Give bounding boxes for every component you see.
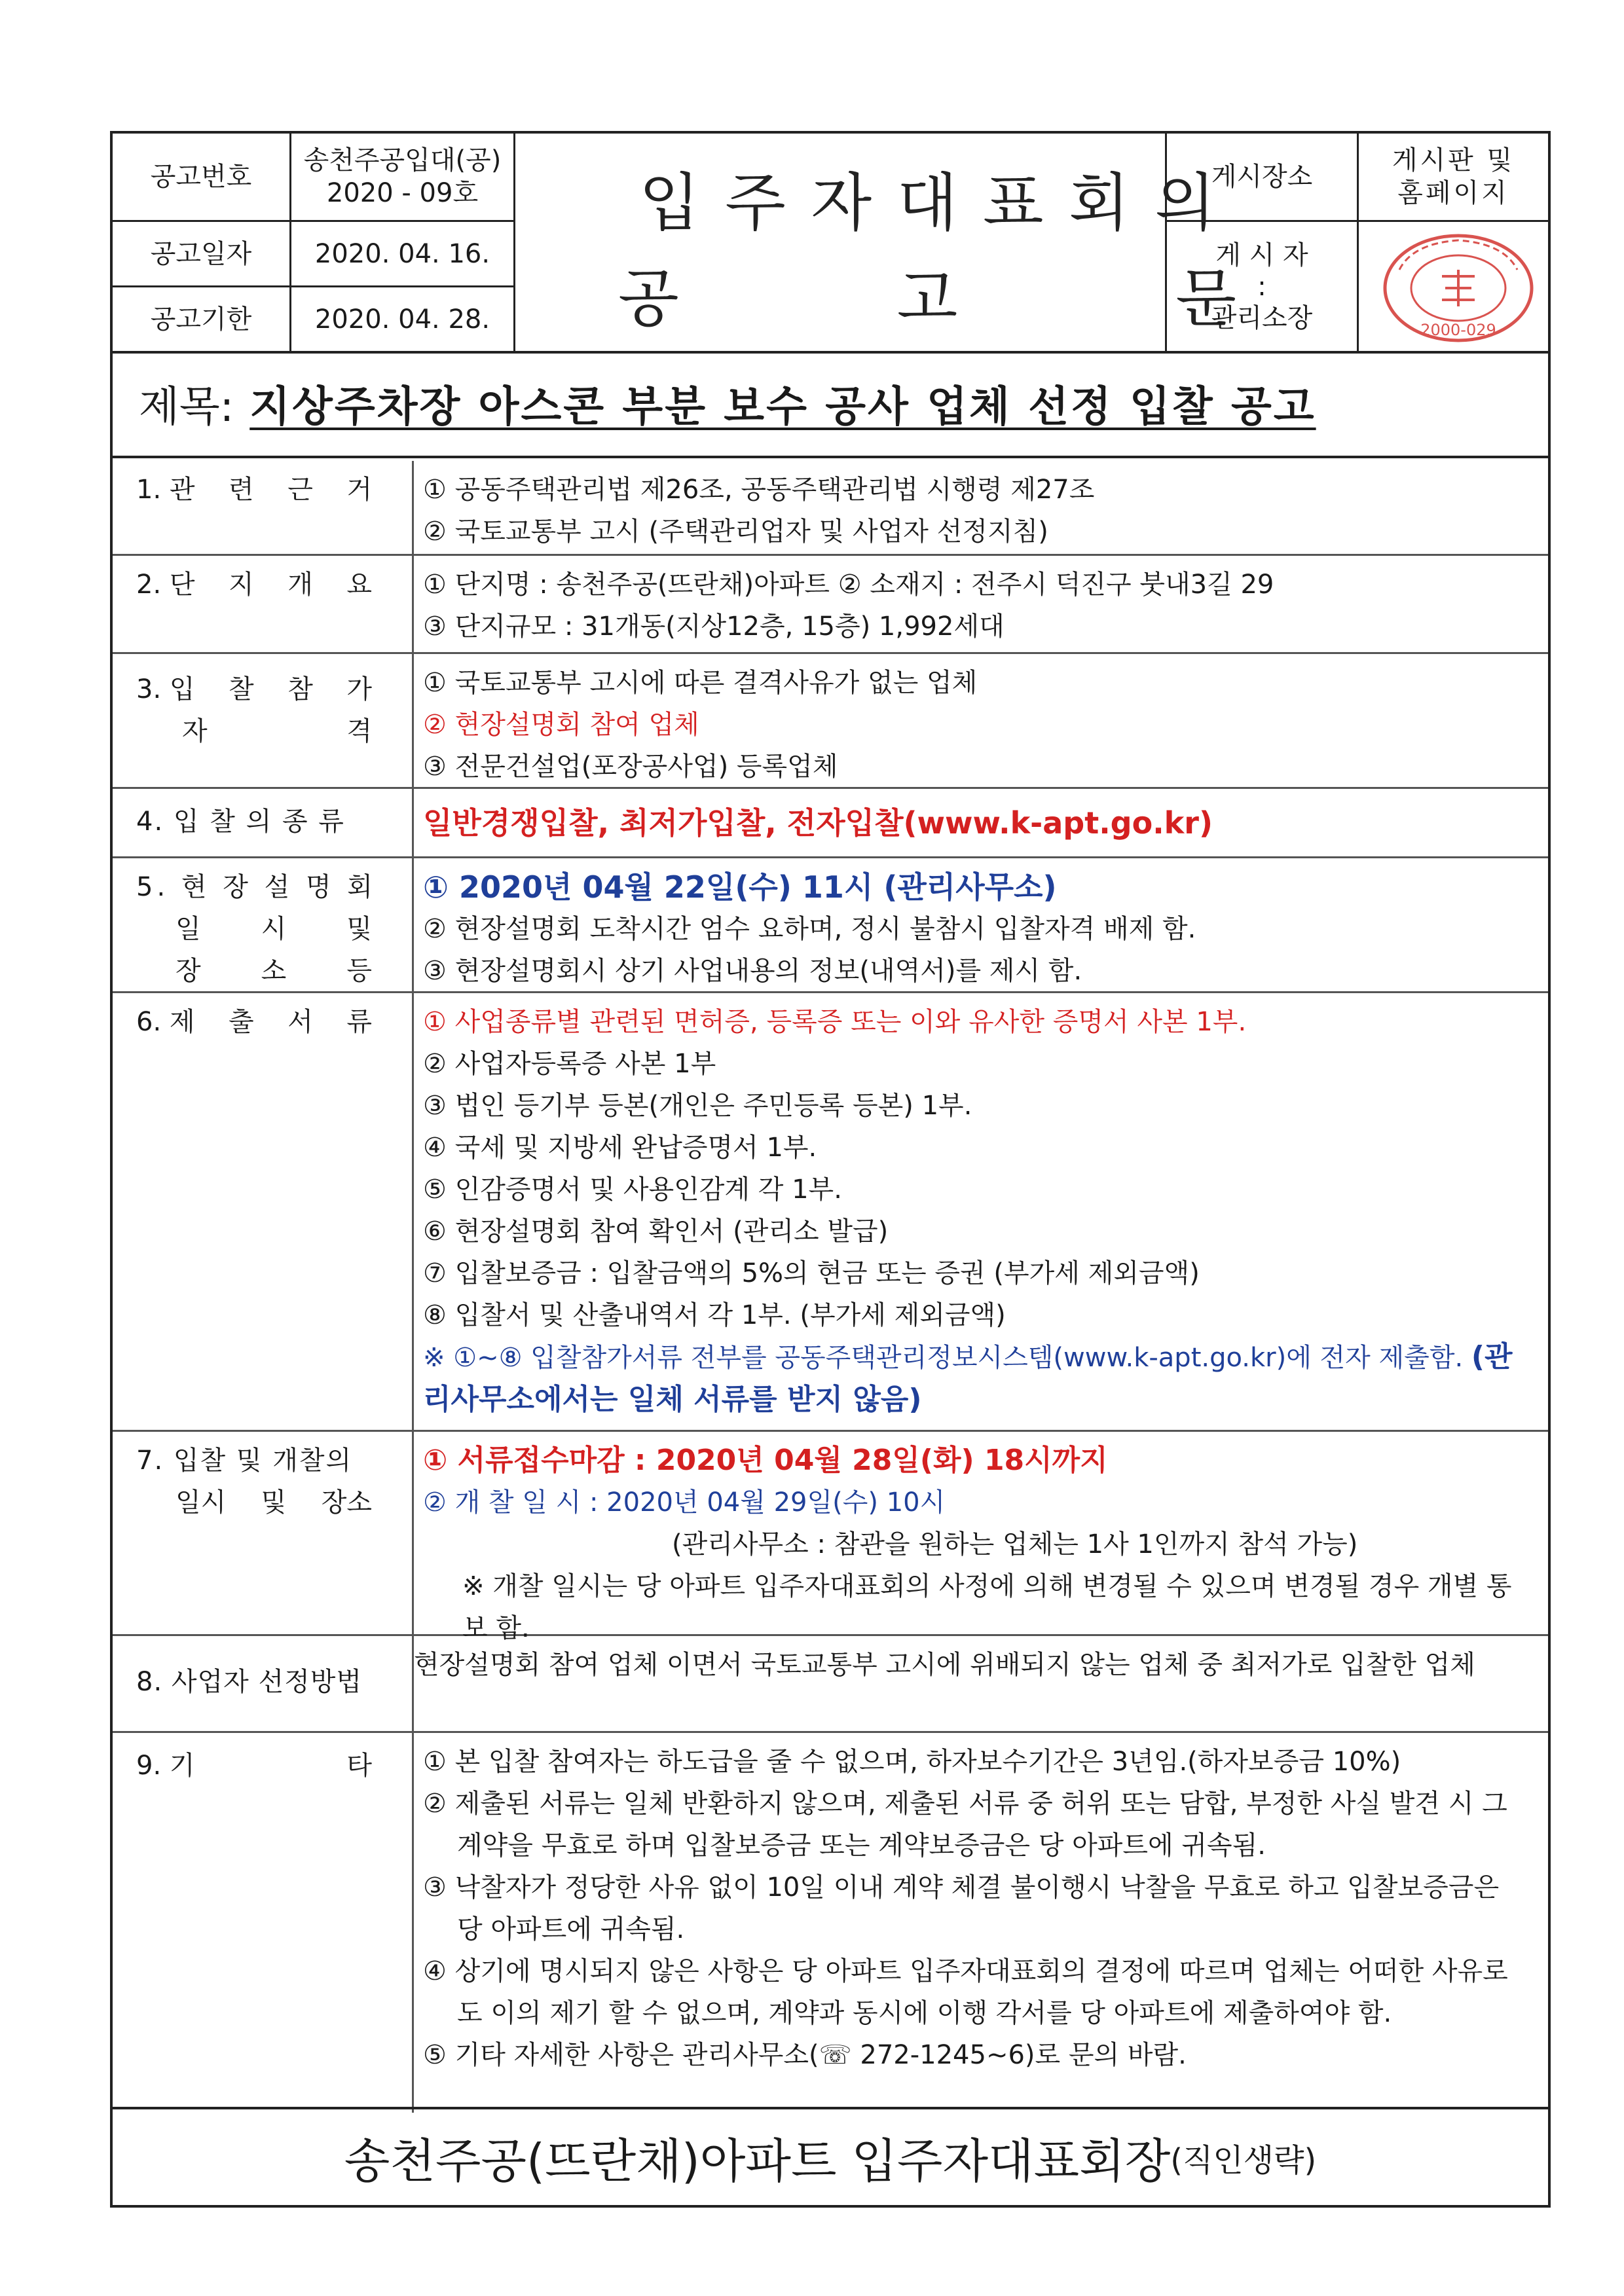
- section-content: [423, 993, 1528, 1421]
- section-other: [113, 1733, 1548, 2113]
- section-label: 5. 현 장 설 명 회 일 시 및 장 소 등: [113, 858, 414, 991]
- other-item: ③ 낙찰자가 정당한 사유 없이 10일 이내 계약 체결 불이행시 낙찰을 무효로 하고 입찰보증금은 당 아파트에 귀속됨.: [423, 1872, 1500, 1944]
- section-content: [423, 556, 1528, 647]
- section-bid-opening-schedule: [113, 1432, 1548, 1643]
- post-place-value: 게시판 및 홈페이지: [1392, 145, 1515, 208]
- content-line: ② 사업자등록증 사본 1부: [423, 1049, 716, 1079]
- bid-type-text: 일반경쟁입찰, 최저가입찰, 전자입찰(www.k-apt.go.kr): [423, 805, 1213, 841]
- content-line: ④ 국세 및 지방세 완납증명서 1부.: [423, 1133, 817, 1163]
- title-char-1: 공: [618, 262, 682, 335]
- notice-no-value: 송천주공입대(공) 2020 - 09호: [303, 145, 502, 208]
- signature-footer: [113, 2107, 1548, 2205]
- content-line: ⑦ 입찰보증금 : 입찰금액의 5%의 현금 또는 증권 (부가세 제외금액): [423, 1258, 1200, 1288]
- section-content: [423, 461, 1528, 553]
- notice-no-label: 공고번호: [150, 162, 252, 192]
- other-item: ⑤ 기타 자세한 사항은 관리사무소(☏ 272-1245~6)로 문의 바람.: [423, 2040, 1187, 2070]
- content-line: (관리사무소 : 참관을 원하는 업체는 1사 1인까지 참석 가능): [672, 1529, 1358, 1559]
- title-char-2: 고: [896, 262, 961, 335]
- section-label: 2. 단 지 개 요: [113, 556, 414, 652]
- section-complex-overview: [113, 556, 1548, 654]
- section-label: 6. 제 출 서 류: [113, 993, 414, 1430]
- subject-label: 제목:: [139, 383, 234, 431]
- opening-date: ② 개 찰 일 시 : 2020년 04월 29일(수) 10시: [423, 1487, 946, 1518]
- content-line: ③ 단지규모 : 31개동(지상12층, 15층) 1,992세대: [423, 611, 1005, 642]
- notice-date-value: 2020. 04. 16.: [314, 238, 490, 269]
- note-text: ※ ①~⑧ 입찰참가서류 전부를 공동주택관리정보시스템(www.k-apt.go.kr)에 전자 제출함.: [423, 1343, 1464, 1373]
- content-line: ① 국토교통부 고시에 따른 결격사유가 없는 업체: [423, 668, 978, 698]
- other-item: ① 본 입찰 참여자는 하도급을 줄 수 없으며, 하자보수기간은 3년임.(하자보증금 10%): [423, 1747, 1401, 1777]
- section-label: 1. 관 련 근 거: [113, 461, 414, 554]
- other-item: ② 제출된 서류는 일체 반환하지 않으며, 제출된 서류 중 허위 또는 담합, 부정한 사실 발견 시 그 계약을 무효로 하며 입찰보증금 또는 계약보증금은 당 아파트에 귀속됨.: [423, 1789, 1507, 1861]
- section-content: [423, 1432, 1528, 1649]
- note-emphasis: (관리사무소에서는 일체 서류를 받지 않음): [423, 1340, 1513, 1416]
- section-content: [423, 858, 1528, 992]
- briefing-date: ① 2020년 04월 22일(수) 11시 (관리사무소): [423, 869, 1057, 905]
- content-line: ③ 현장설명회시 상기 사업내용의 정보(내역서)를 제시 함.: [423, 956, 1082, 986]
- seal-omitted-note: (직인생략): [1170, 2141, 1317, 2179]
- post-place-label: 게시장소: [1211, 162, 1313, 192]
- section-selection-method: [113, 1636, 1548, 1733]
- document-title-line2: [592, 249, 1265, 338]
- notice-date-label: 공고일자: [150, 238, 252, 269]
- content-line: ⑥ 현장설명회 참여 확인서 (관리소 발급): [423, 1216, 889, 1247]
- content-line-highlight: ① 사업종류별 관련된 면허증, 등록증 또는 이와 유사한 증명서 사본 1부.: [423, 1007, 1247, 1037]
- document-title-line1: 입 주 자 대 표 회 의: [638, 166, 1219, 240]
- subject-row: [113, 351, 1548, 458]
- section-legal-basis: [113, 461, 1548, 556]
- content-line: ② 현장설명회 도착시간 엄수 요하며, 정시 불참시 입찰자격 배제 함.: [423, 914, 1196, 944]
- stamp-number: 2000-029: [1420, 321, 1496, 339]
- submission-deadline: ① 서류접수마감 : 2020년 04월 28일(화) 18시까지: [423, 1444, 1108, 1477]
- schedule-note: ※ 개찰 일시는 당 아파트 입주자대표회의 사정에 의해 변경될 수 있으며 변경될 경우 개별 통보 함.: [462, 1571, 1512, 1643]
- notice-period-value: 2020. 04. 28.: [314, 304, 490, 335]
- section-content: [423, 789, 1528, 844]
- official-seal-stamp: [1376, 230, 1540, 346]
- issuer-name: 송천주공(뜨란채)아파트 입주자대표회장: [344, 2134, 1171, 2189]
- section-submission-documents: [113, 993, 1548, 1432]
- content-line: ② 국토교통부 고시 (주택관리업자 및 사업자 선정지침): [423, 517, 1048, 547]
- content-line: ① 공동주택관리법 제26조, 공동주택관리법 시행령 제27조: [423, 475, 1095, 505]
- content-line: ③ 법인 등기부 등본(개인은 주민등록 등본) 1부.: [423, 1091, 972, 1121]
- submission-note: [423, 1336, 1528, 1421]
- content-line: ③ 전문건설업(포장공사업) 등록업체: [423, 752, 838, 782]
- subject-text: 지상주차장 아스콘 부분 보수 공사 업체 선정 입찰 공고: [249, 383, 1316, 431]
- title-char-3: 문: [1175, 262, 1239, 335]
- content-line-highlight: ② 현장설명회 참여 업체: [423, 710, 699, 740]
- selection-method-text: 현장설명회 참여 업체 이면서 국토교통부 고시에 위배되지 않는 업체 중 최저가로 입찰한 업체: [414, 1650, 1475, 1680]
- section-site-briefing: [113, 858, 1548, 993]
- content-line: ① 단지명 : 송천주공(뜨란채)아파트 ② 소재지 : 전주시 덕진구 붓내3길 29: [423, 570, 1274, 600]
- section-label: 7. 입찰 및 개찰의 일시 및 장소: [113, 1432, 414, 1634]
- section-label: 4. 입 찰 의 종 류: [113, 789, 414, 856]
- header-table: [113, 134, 1548, 354]
- content-line: ⑤ 인감증명서 및 사용인감계 각 1부.: [423, 1175, 842, 1205]
- notice-period-label: 공고기한: [150, 304, 252, 335]
- section-label: 9. 기 타: [113, 1733, 414, 2113]
- section-label: 8. 사업자 선정방법: [113, 1636, 414, 1731]
- section-content: [423, 654, 1528, 788]
- poster-label: 게 시 자 : 관리소장: [1211, 240, 1313, 333]
- content-line: ⑧ 입찰서 및 산출내역서 각 1부. (부가세 제외금액): [423, 1300, 1006, 1330]
- section-bidder-qualification: [113, 654, 1548, 789]
- notice-document: [110, 131, 1551, 2208]
- other-item: ④ 상기에 명시되지 않은 사항은 당 아파트 입주자대표회의 결정에 따르며 업체는 어떠한 사유로도 이의 제기 할 수 없으며, 계약과 동시에 이행 각서를 당 아파트에 제출하여야 함.: [423, 1956, 1508, 2028]
- section-label: 3. 입 찰 참 가 자 격: [113, 654, 414, 787]
- section-bid-type: [113, 789, 1548, 858]
- section-content: [423, 1733, 1528, 2076]
